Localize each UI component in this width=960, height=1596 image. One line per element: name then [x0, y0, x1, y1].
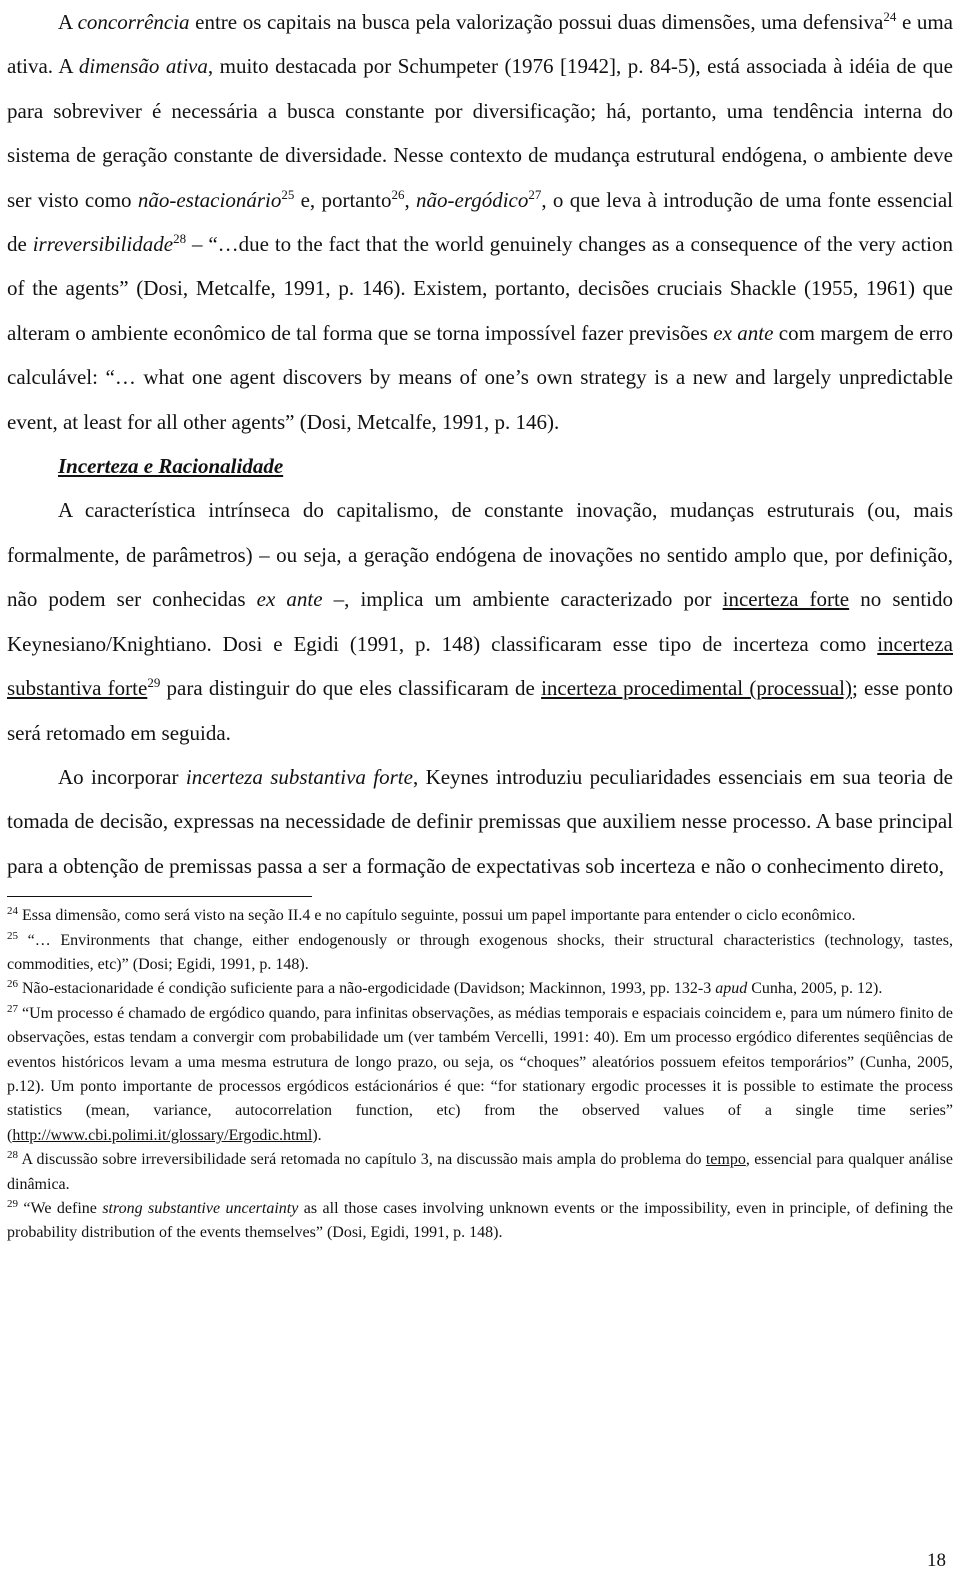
underlined-term: tempo: [705, 1151, 746, 1169]
italic-term: ex ante: [713, 320, 774, 345]
footnote-text: Cunha, 2005, p. 12).: [747, 980, 883, 998]
section-heading: Incerteza e Racionalidade: [58, 454, 284, 479]
text-run: , o que leva à introdução de uma fonte essencial de: [7, 187, 954, 257]
text-run: ; esse ponto será retomado em seguida.: [7, 676, 953, 745]
footnote-28: [7, 1148, 953, 1197]
italic-term: dimensão ativa: [78, 54, 208, 79]
footnote-25: [7, 929, 953, 978]
text-run: ,: [404, 187, 416, 212]
text-run: e uma ativa. A: [7, 10, 953, 79]
italic-term: strong substantive uncertainty: [102, 1200, 299, 1217]
footnote-text: A discussão sobre irreversibilidade será retomada no capítulo 3, na discussão mais ampla do problema do: [18, 1151, 706, 1169]
underlined-term: incerteza procedimental (processual): [541, 676, 852, 701]
italic-term: concorrência: [77, 10, 190, 34]
footnote-text: “We define: [18, 1200, 103, 1217]
footnote-ref-26: 26: [391, 186, 405, 202]
document-page: [7, 0, 953, 1246]
footnote-text: “… Environments that change, either endogenously or through exogenous shocks, their structural characteristics (technology, tastes, commodities, etc)” (Dosi; Egidi, 1991, p. 148).: [7, 931, 953, 973]
paragraph-caracteristica: [7, 488, 953, 754]
footnote-number: 28: [7, 1149, 18, 1162]
italic-term: ex ante: [256, 587, 323, 612]
ergodic-glossary-link[interactable]: http://www.cbi.polimi.it/glossary/Ergodic.html: [12, 1126, 313, 1144]
text-run: , Keynes introduziu peculiaridades essenciais em sua teoria de tomada de decisão, expressas na necessidade de definir premissas que auxiliem nesse processo. A base principal para a obtenção de premissas passa a ser a formação de expectativas sob incerteza e não o conhecimento direto,: [7, 764, 953, 878]
text-run: , muito destacada por Schumpeter (1976 [1942], p. 84-5), está associada à idéia de que para sobreviver é necessária a busca constante por diversificação; há, portanto, uma tendência interna do sistema de geração constante de diversidade. Nesse contexto de mudança estrutural endógena, o ambiente deve ser visto como: [7, 54, 953, 212]
footnote-text: as all those cases involving unknown events or the impossibility, even in principle, of defining the probability distribution of the events themselves” (Dosi, Egidi, 1991, p. 148).: [7, 1200, 954, 1242]
footnote-text: Essa dimensão, como será visto na seção II.4 e no capítulo seguinte, possui um papel importante para entender o ciclo econômico.: [18, 907, 856, 925]
footnotes: [7, 904, 953, 1246]
footnote-ref-28: 28: [173, 231, 187, 247]
footnote-ref-24: 24: [883, 9, 897, 24]
text-run: A: [58, 10, 78, 34]
footnote-text: Não-estacionaridade é condição suficiente para a não-ergodicidade (Davidson; Mackinnon, 1993, pp. 132-3: [18, 980, 716, 998]
underlined-term: incerteza forte: [722, 587, 850, 612]
page-number: 18: [927, 1550, 946, 1571]
footnote-ref-29: 29: [147, 675, 161, 691]
footnote-number: 29: [7, 1198, 18, 1210]
italic-term: irreversibilidade: [32, 232, 174, 257]
footnote-number: 25: [7, 929, 18, 942]
footnote-ref-25: 25: [281, 186, 295, 202]
text-run: para distinguir do que eles classificaram de: [160, 676, 542, 701]
footnote-26: [7, 977, 953, 1001]
footnote-divider: [7, 896, 312, 897]
underlined-term: incerteza substantiva forte: [7, 631, 953, 701]
text-run: entre os capitais na busca pela valorização possui duas dimensões, uma defensiva: [189, 10, 884, 34]
footnote-number: 26: [7, 978, 18, 991]
italic-term: não-ergódico: [416, 187, 529, 212]
footnote-text: ).: [312, 1126, 322, 1144]
text-run: –, implica um ambiente caracterizado por: [322, 587, 723, 612]
footnote-number: 27: [7, 1002, 18, 1015]
footnote-text: , essencial para qualquer análise dinâmica.: [7, 1151, 953, 1193]
text-run: – “…due to the fact that the world genuinely changes as a consequence of the very action of the agents” (Dosi, Metcalfe, 1991, p. 146). Existem, portanto, decisões cruciais Shackle (1955, 1961) que alteram o ambiente econômico de tal forma que se torna impossível fazer previsões: [7, 232, 953, 345]
footnote-ref-27: 27: [528, 186, 542, 202]
footnote-text: “Um processo é chamado de ergódico quando, para infinitas observações, as médias temporais e espaciais coincidem e, para um número finito de observações, estas tendam a convergir com probabilidade um (ver também Vercelli, 1991: 40). Em um processo ergódico diferentes seqüências de eventos históricos levam a uma mesma estrutura de longo prazo, ou seja, os “choques” aleatórios possuem efeitos temporários” (Cunha, 2005, p.12). Um ponto importante de processos ergódicos estácionários é que: “for stationary ergodic processes it is possible to estimate the process statistics (mean, variance, autocorrelation function, etc) from the observed values of a single time series” (: [7, 1004, 953, 1144]
body-text: [7, 0, 953, 888]
italic-term: não-estacionário: [137, 187, 282, 212]
italic-term: incerteza substantiva forte: [185, 764, 413, 789]
text-run: e, portanto: [294, 187, 392, 212]
text-run: no sentido Keynesiano/Knightiano. Dosi e Egidi (1991, p. 148) classificaram esse tipo de incerteza como: [7, 587, 953, 656]
footnote-27: [7, 1002, 953, 1148]
paragraph-concorrencia: [7, 0, 953, 444]
footnote-29: [7, 1197, 953, 1246]
paragraph-keynes: [7, 755, 953, 888]
footnote-24: [7, 904, 953, 928]
text-run: com margem de erro calculável: “… what one agent discovers by means of one’s own strategy is a new and largely unpredictable event, at least for all other agents” (Dosi, Metcalfe, 1991, p. 146).: [7, 320, 953, 434]
italic-term: apud: [715, 980, 748, 998]
footnote-number: 24: [7, 905, 18, 918]
text-run: A característica intrínseca do capitalismo, de constante inovação, mudanças estruturais (ou, mais formalmente, de parâmetros) – ou seja, a geração endógena de inovações no sentido amplo que, por definição, não podem ser conhecidas: [7, 498, 953, 612]
text-run: Ao incorporar: [58, 764, 186, 789]
